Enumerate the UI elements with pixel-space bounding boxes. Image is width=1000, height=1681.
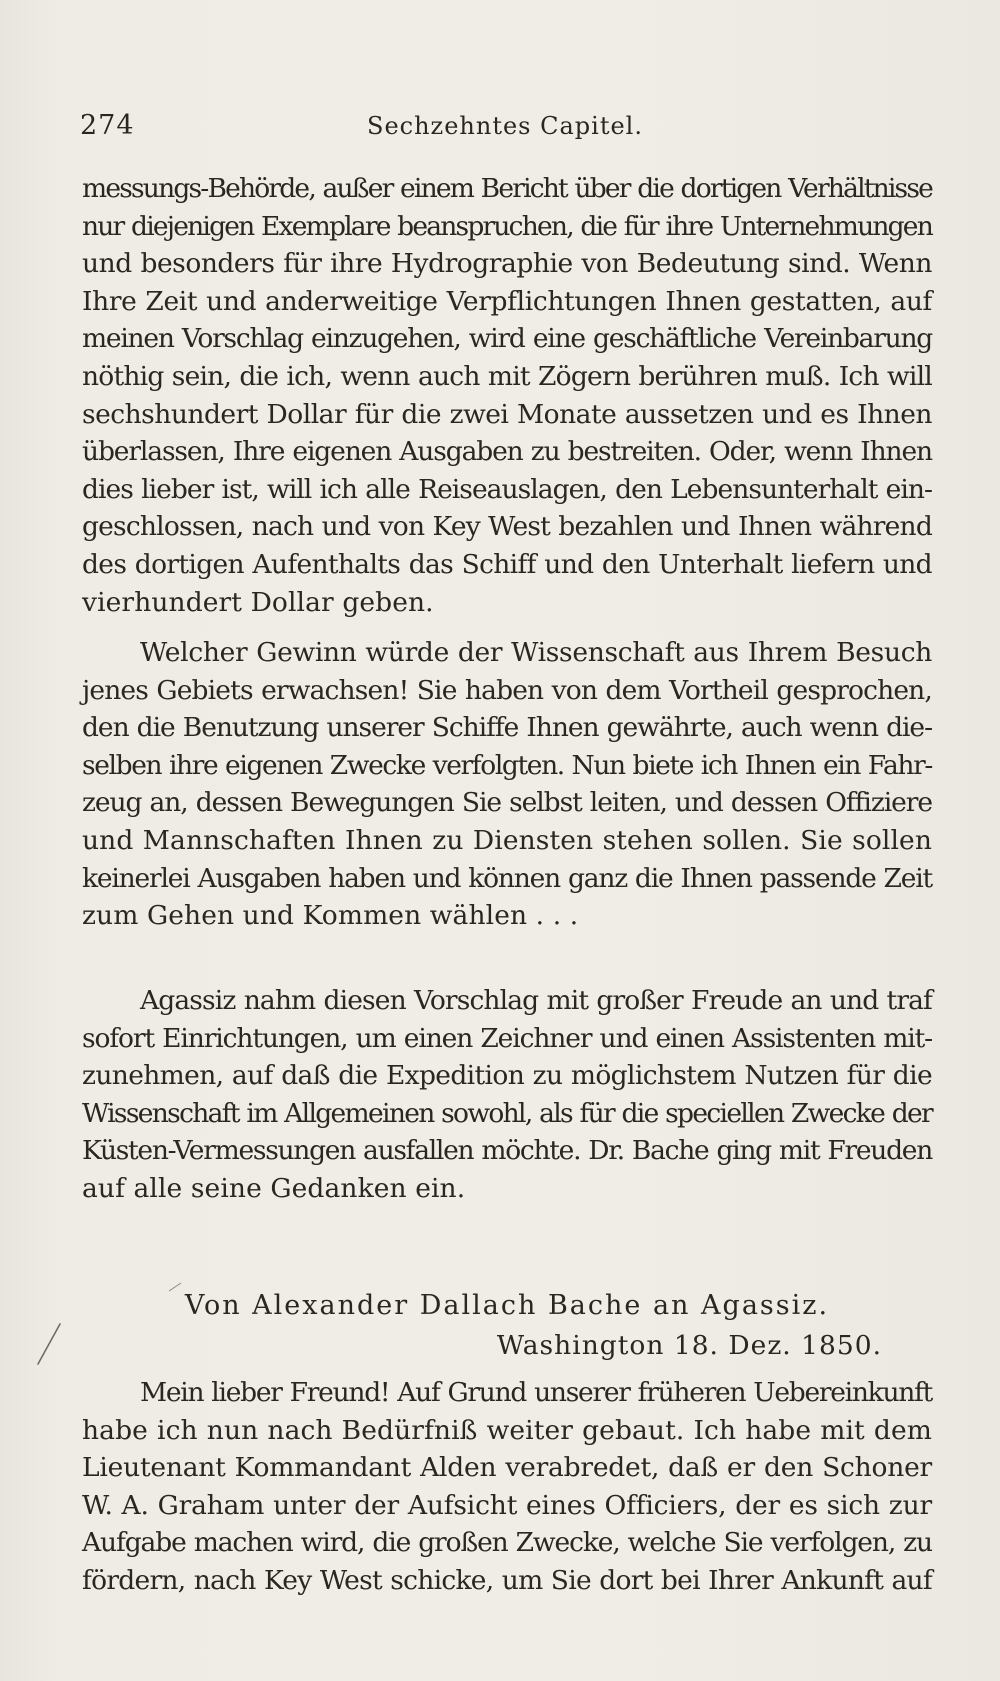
- text-line: dies lieber ist, will ich alle Reiseauslagen, den Lebensunterhalt ein-: [82, 473, 932, 505]
- text-line: Wissenschaft im Allgemeinen sowohl, als für die speciellen Zwecke der: [82, 1097, 932, 1129]
- text-line: geschlossen, nach und von Key West bezahlen und Ihnen während: [82, 511, 932, 543]
- text-line: sechshundert Dollar für die zwei Monate aussetzen und es Ihnen: [82, 398, 932, 430]
- text-line: Aufgabe machen wird, die großen Zwecke, welche Sie verfolgen, zu: [82, 1527, 932, 1559]
- text-line: W. A. Graham unter der Aufsicht eines Officiers, der es sich zur: [82, 1489, 932, 1521]
- text-line: Lieutenant Kommandant Alden verabredet, daß er den Schoner: [82, 1452, 932, 1484]
- text-line: messungs-Behörde, außer einem Bericht über die dortigen Verhältnisse: [82, 173, 932, 204]
- text-line: nur diejenigen Exemplare beanspruchen, die für ihre Unternehmungen: [82, 210, 932, 242]
- dateline: Washington 18. Dez. 1850.: [496, 1330, 882, 1361]
- text-line: den die Benutzung unserer Schiffe Ihnen gewährte, auch wenn die-: [82, 712, 932, 744]
- text-line: Mein lieber Freund! Auf Grund unserer früheren Uebereinkunft: [140, 1377, 932, 1408]
- text-line: zeug an, dessen Bewegungen Sie selbst leiten, und dessen Offiziere: [82, 787, 932, 819]
- text-line: zum Gehen und Kommen wählen . . .: [82, 900, 579, 932]
- letter-continuation: [82, 170, 932, 621]
- text-line: und Mannschaften Ihnen zu Diensten stehen sollen. Sie sollen: [82, 824, 932, 856]
- text-line: vierhundert Dollar geben.: [82, 586, 434, 618]
- paragraph-2: [82, 634, 932, 935]
- text-line: selben ihre eigenen Zwecke verfolgten. Nun biete ich Ihnen ein Fahr-: [82, 749, 932, 781]
- page-header: [80, 110, 930, 150]
- text-line: überlassen, Ihre eigenen Ausgaben zu bestreiten. Oder, wenn Ihnen: [82, 436, 932, 468]
- text-line: sofort Einrichtungen, um einen Zeichner und einen Assistenten mit-: [82, 1022, 932, 1054]
- text-line: des dortigen Aufenthalts das Schiff und den Unterhalt liefern und: [82, 548, 932, 580]
- text-line: jenes Gebiets erwachsen! Sie haben von dem Vortheil gesprochen,: [82, 674, 932, 706]
- text-line: und besonders für ihre Hydrographie von Bedeutung sind. Wenn: [82, 248, 932, 280]
- paragraph-3: [82, 982, 932, 1208]
- letter-2: [82, 1374, 932, 1600]
- text-line: auf alle seine Gedanken ein.: [82, 1172, 466, 1204]
- text-line: Küsten-Vermessungen ausfallen möchte. Dr. Bache ging mit Freuden: [82, 1135, 932, 1167]
- text-line: zunehmen, auf daß die Expedition zu möglichstem Nutzen für die: [82, 1060, 932, 1092]
- running-head: Sechzehntes Capitel.: [367, 112, 643, 140]
- text-line: habe ich nun nach Bedürfniß weiter gebaut. Ich habe mit dem: [82, 1414, 932, 1446]
- text-line: nöthig sein, die ich, wenn auch mit Zögern berühren muß. Ich will: [82, 360, 932, 392]
- letter-heading: Von Alexander Dallach Bache an Agassiz.: [184, 1290, 830, 1321]
- text-line: Agassiz nahm diesen Vorschlag mit großer Freude an und traf: [140, 985, 932, 1016]
- page-number: 274: [80, 110, 135, 141]
- text-line: Welcher Gewinn würde der Wissenschaft aus Ihrem Besuch: [140, 637, 932, 668]
- pencil-slash-icon: [34, 1322, 64, 1366]
- text-line: keinerlei Ausgaben haben und können ganz die Ihnen passende Zeit: [82, 862, 932, 894]
- text-line: fördern, nach Key West schicke, um Sie dort bei Ihrer Ankunft auf: [82, 1564, 932, 1596]
- text-line: meinen Vorschlag einzugehen, wird eine geschäftliche Vereinbarung: [82, 323, 932, 355]
- text-line: Ihre Zeit und anderweitige Verpflichtungen Ihnen gestatten, auf: [82, 285, 932, 317]
